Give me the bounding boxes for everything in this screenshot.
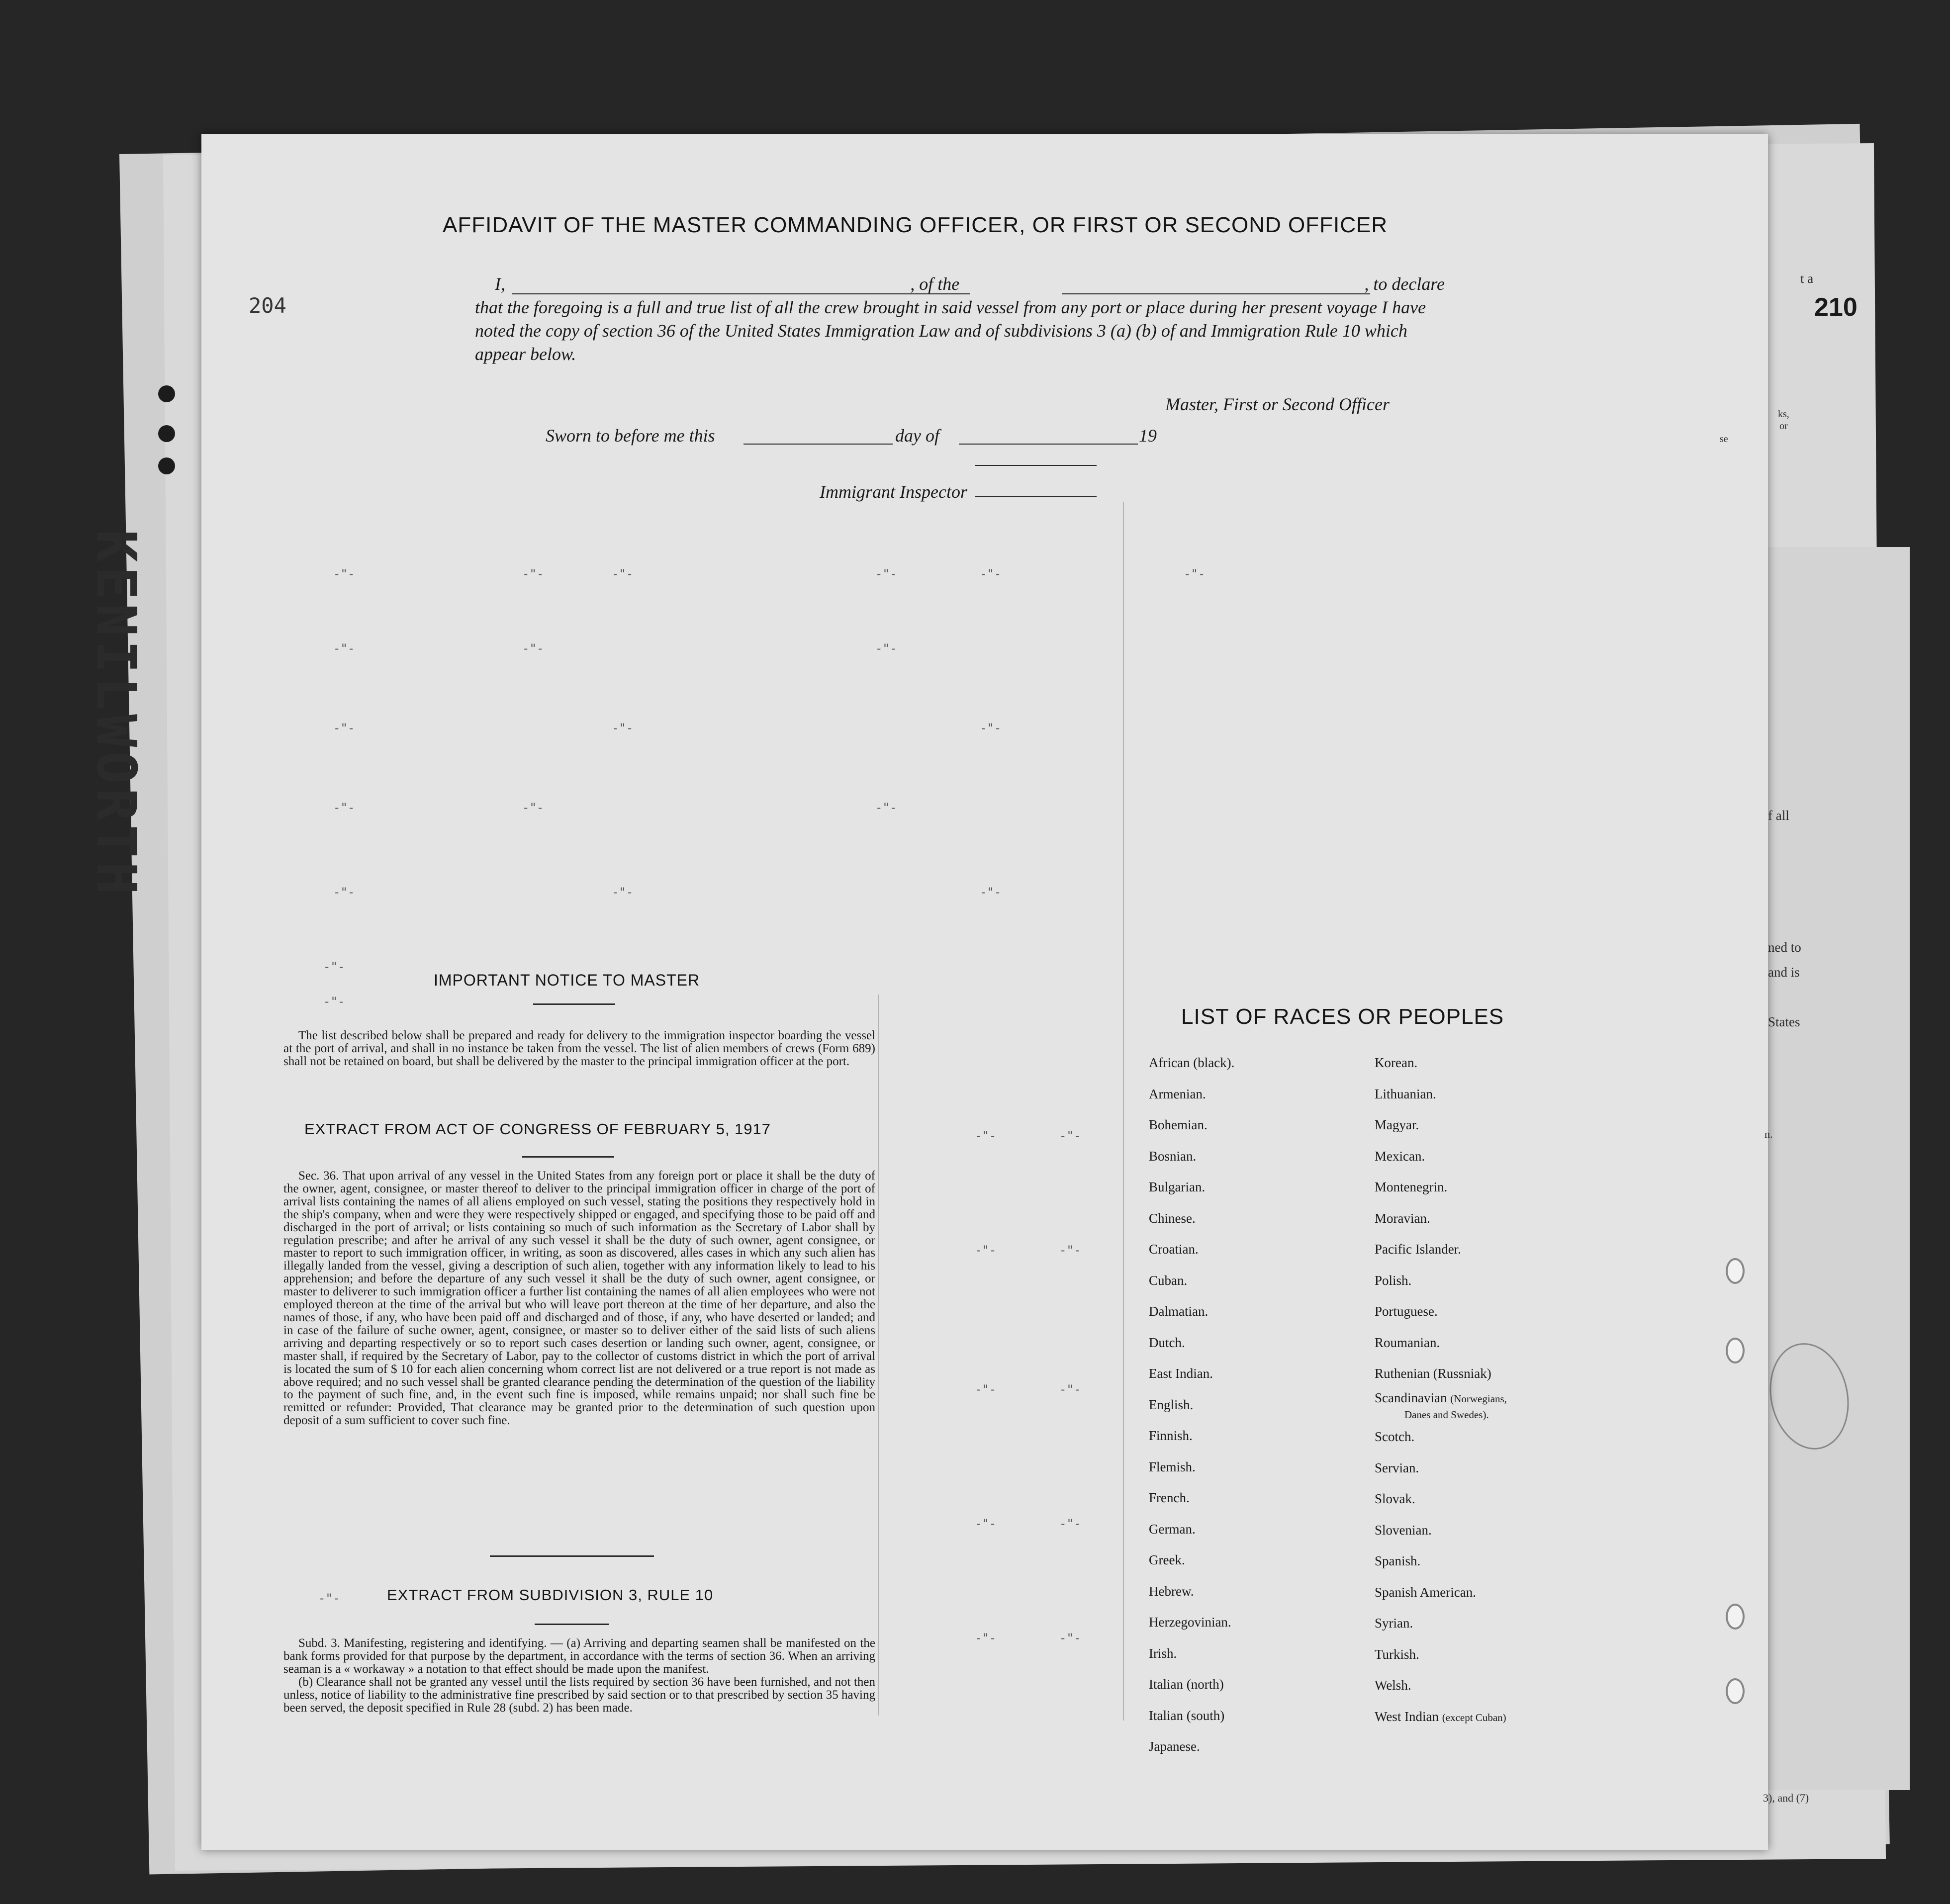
section-36-text: Sec. 36. That upon arrival of any vessel in the United States from any foreign port or place it shall be the duty of the owner, agent, consignee, or master thereof to deliver to the principal immigration officer in charge of the port of arrival lists containing the names of all aliens employed on such vessel, stating the positions they respectively hold in the ship's company, when and were they were respectively shipped or engaged, and specifying those to be paid off and discharged in the port of arrival; or lists containing so much of such information as the Secretary of Labor shall by regulation prescribe; and after he arrival of any such vessel it shall be the duty of such owner, agent consignee, or master to report to such immigration officer, in writing, as soon as discovered, alles cases in which any such alien has illegally landed from the vessel, giving a description of such alien, together with any information likely to lead to his apprehension; and before the departure of any such vessel it shall be the duty of such owner, agent consignee, or master to deliverer to such immigration officer a further list containing the names of all alien employees who were not employed thereon at the time of the arrival but who will leave port thereon at the time of her departure, and also the names of those, if any, who have been paid off and discharged and of those, if any, who have deserted or landed; and in case of the failure of suche owner, agent, consignee, or master so to deliver either of the said lists of such aliens arriving and departing respectively or so to report such cases desertion or landing such owner, agent, consignee, or master shall, if required by the Secretary of Labor, pay to the collector of customs district in which the port of arrival is located the sum of $ 10 for each alien concerning whom correct list are not delivered or a true report is not made as above required; and no such vessel shall be granted clearance pending the determination of the question of the liability to the payment of such fine, and, in the event such fine is imposed, while remains unpaid; nor shall such fine be remitted or refunder: Provided, That clearance may be granted prior to the determination of such question upon deposit of a sum sufficient to cover such fine.	[283, 1169, 875, 1428]
race-item: Slovenian.	[1375, 1522, 1432, 1538]
punch-hole	[1726, 1338, 1745, 1363]
race-item: Hebrew.	[1149, 1583, 1194, 1599]
edge-fragment: t a	[1800, 271, 1814, 286]
races-title: LIST OF RACES OR PEOPLES	[1181, 1004, 1504, 1029]
edge-fragment: se	[1720, 434, 1728, 445]
races-column-2	[1375, 1047, 1507, 1732]
race-item: Bulgarian.	[1149, 1179, 1206, 1194]
inspector-blank-line	[975, 496, 1097, 497]
punch-hole	[1726, 1258, 1745, 1284]
section-36-end-rule	[490, 1555, 654, 1557]
edge-fragment: and is	[1768, 965, 1800, 980]
race-item: Welsh.	[1375, 1678, 1411, 1693]
notice-title-rule	[533, 1003, 615, 1005]
race-item: Flemish.	[1149, 1459, 1196, 1474]
race-item: Spanish American.	[1375, 1584, 1476, 1600]
inspector-label: Immigrant Inspector	[820, 482, 967, 502]
underlying-sheet-edge	[1761, 547, 1910, 1790]
master-signature-label: Master, First or Second Officer	[1165, 394, 1390, 414]
race-item: Syrian.	[1375, 1616, 1413, 1631]
edge-fragment: or	[1779, 421, 1788, 432]
races-column-1	[1149, 1047, 1234, 1762]
name-blank-line	[512, 293, 970, 294]
race-item: French.	[1149, 1490, 1190, 1505]
sworn-day-blank	[743, 444, 893, 445]
race-item: Roumanian.	[1375, 1335, 1440, 1350]
affidavit-declaration-line	[475, 272, 1445, 296]
race-item: Mexican.	[1375, 1148, 1425, 1164]
edge-fragment: n.	[1764, 1128, 1773, 1140]
edge-fragment: ned to	[1768, 940, 1801, 955]
punch-hole	[158, 385, 175, 402]
notice-body: The list described below shall be prepared and ready for delivery to the immigration inspector boarding the vessel at the port of arrival, and shall in no instance be taken from the vessel. The list of alien members of crews (Form 689) shall not be retained on board, but shall be delivered by the master to the principal immigration officer at the port.	[283, 1029, 875, 1068]
extract-act-title: EXTRACT FROM ACT OF CONGRESS OF FEBRUARY 5, 1917	[304, 1120, 771, 1138]
sworn-label: Sworn to before me this	[546, 426, 715, 446]
vessel-blank-line	[1062, 293, 1370, 294]
edge-fragment: ks,	[1778, 409, 1789, 420]
race-item: Bohemian.	[1149, 1117, 1207, 1132]
extract-rule-rule	[535, 1624, 609, 1625]
year-prefix: 19	[1139, 426, 1157, 446]
column-divider	[878, 995, 879, 1716]
affidavit-of-the-label: , of the	[910, 274, 960, 294]
race-item: Portuguese.	[1375, 1304, 1438, 1319]
race-item: Ruthenian (Russniak)	[1375, 1366, 1491, 1381]
edge-fragment: 3), and (7)	[1763, 1792, 1809, 1804]
inspector-signature-line	[975, 465, 1097, 466]
race-item: Dalmatian.	[1149, 1304, 1208, 1319]
punch-hole	[1726, 1604, 1745, 1630]
race-item: Montenegrin.	[1375, 1179, 1448, 1194]
race-item: African (black).	[1149, 1055, 1235, 1070]
page-number: 210	[1814, 293, 1857, 322]
race-item: English.	[1149, 1397, 1194, 1412]
race-item: Magyar.	[1375, 1117, 1419, 1132]
punch-hole	[1726, 1678, 1745, 1704]
race-item: Japanese.	[1149, 1739, 1200, 1754]
race-item: Armenian.	[1149, 1086, 1206, 1101]
extract-rule-title: EXTRACT FROM SUBDIVISION 3, RULE 10	[387, 1586, 714, 1604]
race-item: Pacific Islander.	[1375, 1242, 1461, 1257]
rule-10-para-b: (b) Clearance shall not be granted any vessel until the lists required by section 36 have been furnished, and not then unless, notice of liability to the administrative fine prescribed by said section or to that prescribed by section 35 having been served, the deposit specified in Rule 28 (subd. 2) has been made.	[283, 1675, 875, 1715]
punch-hole	[158, 425, 175, 442]
race-item: Finnish.	[1149, 1428, 1193, 1443]
race-item: Korean.	[1375, 1055, 1418, 1070]
vessel-name-stamp: KENILWORTH	[85, 530, 148, 899]
rule-10-para-a: Subd. 3. Manifesting, registering and identifying. — (a) Arriving and departing seamen shall be manifested on the bank forms provided for that purpose by the department, in accordance with the terms of section 36. When an arriving seaman is a « workaway » a notation to that effect should be made upon the manifest.	[283, 1636, 875, 1676]
notice-title: IMPORTANT NOTICE TO MASTER	[434, 971, 700, 989]
race-item: Italian (south)	[1149, 1708, 1225, 1723]
edge-fragment: States	[1768, 1014, 1800, 1029]
affidavit-statement	[475, 272, 1445, 366]
race-item: Irish.	[1149, 1645, 1177, 1661]
race-item: Bosnian.	[1149, 1148, 1197, 1164]
race-item: Lithuanian.	[1375, 1086, 1436, 1101]
race-item: Cuban.	[1149, 1272, 1188, 1288]
edge-fragment: f all	[1768, 808, 1789, 823]
race-item: Herzegovinian.	[1149, 1615, 1231, 1630]
race-item: Servian.	[1375, 1460, 1419, 1475]
race-item: German.	[1149, 1521, 1196, 1537]
race-item-scandinavian: Scandinavian (Norwegians, Danes and Swedes).	[1375, 1390, 1507, 1421]
race-item: Spanish.	[1375, 1553, 1421, 1568]
affidavit-body-text: that the foregoing is a full and true list of all the crew brought in said vessel from any port or place during her present voyage I have noted the copy of section 36 of the United States Immigration Law and of subdivisions 3 (a) (b) of and Immigration Rule 10 which appear below.	[475, 297, 1426, 364]
race-item: Polish.	[1375, 1272, 1412, 1288]
race-item: Scotch.	[1375, 1429, 1415, 1444]
affidavit-title: AFFIDAVIT OF THE MASTER COMMANDING OFFICER, OR FIRST OR SECOND OFFICER	[443, 213, 1388, 237]
day-of-label: day of	[895, 426, 939, 446]
sheet-code: 204	[249, 293, 286, 318]
month-blank	[959, 444, 1138, 445]
race-item: Turkish.	[1375, 1646, 1419, 1662]
affidavit-to-declare-label: , to declare	[1364, 274, 1445, 294]
race-item: Slovak.	[1375, 1491, 1415, 1506]
race-item: Chinese.	[1149, 1210, 1196, 1226]
race-item: Moravian.	[1375, 1210, 1430, 1226]
race-item: Greek.	[1149, 1552, 1185, 1567]
race-item: Italian (north)	[1149, 1677, 1224, 1692]
column-divider	[1123, 502, 1124, 1721]
race-item: Croatian.	[1149, 1242, 1199, 1257]
race-item-west-indian: West Indian (except Cuban)	[1375, 1709, 1506, 1724]
race-item: East Indian.	[1149, 1366, 1213, 1381]
extract-act-rule	[522, 1156, 614, 1158]
rule-10-text	[283, 1637, 875, 1715]
punch-hole	[158, 457, 175, 474]
race-item: Dutch.	[1149, 1335, 1185, 1350]
affidavit-i-label: I,	[495, 274, 505, 294]
